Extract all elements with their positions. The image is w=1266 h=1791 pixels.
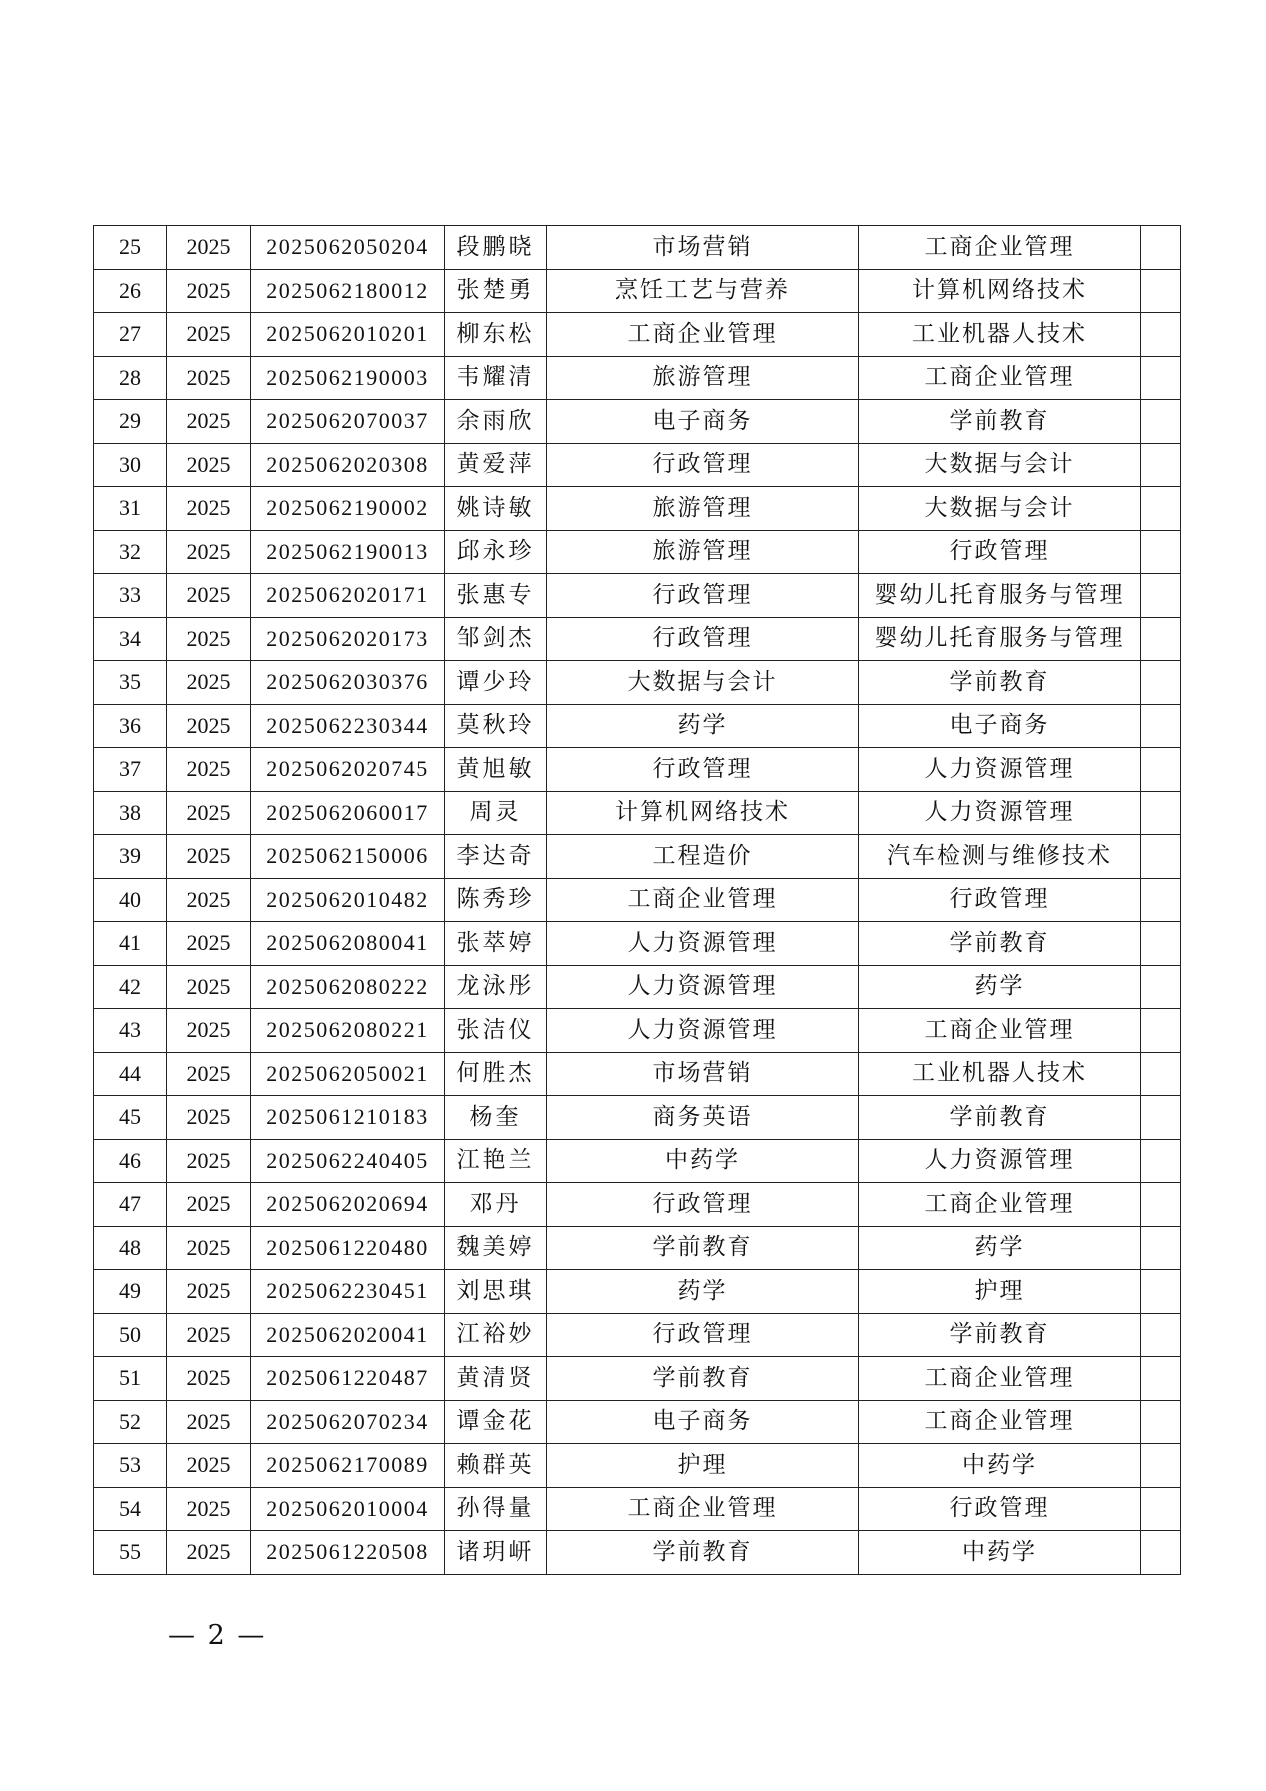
year-cell: 2025 [167, 1226, 251, 1270]
student-id-cell: 2025061220508 [251, 1531, 445, 1575]
row-number-cell: 38 [94, 791, 167, 835]
table-row [94, 1096, 1181, 1140]
original-major-cell: 行政管理 [547, 748, 859, 792]
year-cell: 2025 [167, 530, 251, 574]
student-name-cell: 韦耀清 [445, 356, 547, 400]
original-major-cell: 旅游管理 [547, 487, 859, 531]
year-cell: 2025 [167, 1270, 251, 1314]
original-major-cell: 行政管理 [547, 574, 859, 618]
row-number-cell: 47 [94, 1183, 167, 1227]
year-cell: 2025 [167, 1139, 251, 1183]
row-number-cell: 53 [94, 1444, 167, 1488]
year-cell: 2025 [167, 661, 251, 705]
student-id-cell: 2025062170089 [251, 1444, 445, 1488]
student-name-cell: 江裕妙 [445, 1313, 547, 1357]
year-cell: 2025 [167, 791, 251, 835]
student-id-cell: 2025061220480 [251, 1226, 445, 1270]
student-name-cell: 黄旭敏 [445, 748, 547, 792]
remark-cell [1141, 1400, 1181, 1444]
remark-cell [1141, 878, 1181, 922]
student-id-cell: 2025062050204 [251, 226, 445, 270]
year-cell: 2025 [167, 1487, 251, 1531]
year-cell: 2025 [167, 922, 251, 966]
new-major-cell: 工商企业管理 [859, 356, 1141, 400]
student-id-cell: 2025062190003 [251, 356, 445, 400]
student-id-cell: 2025062020308 [251, 443, 445, 487]
remark-cell [1141, 1052, 1181, 1096]
new-major-cell: 药学 [859, 965, 1141, 1009]
student-id-cell: 2025062080222 [251, 965, 445, 1009]
remark-cell [1141, 1226, 1181, 1270]
year-cell: 2025 [167, 1357, 251, 1401]
student-id-cell: 2025062010201 [251, 313, 445, 357]
row-number-cell: 26 [94, 269, 167, 313]
remark-cell [1141, 530, 1181, 574]
student-name-cell: 诸玥岍 [445, 1531, 547, 1575]
original-major-cell: 学前教育 [547, 1357, 859, 1401]
new-major-cell: 人力资源管理 [859, 791, 1141, 835]
table-row [94, 574, 1181, 618]
new-major-cell: 学前教育 [859, 400, 1141, 444]
original-major-cell: 学前教育 [547, 1531, 859, 1575]
year-cell: 2025 [167, 835, 251, 879]
original-major-cell: 烹饪工艺与营养 [547, 269, 859, 313]
remark-cell [1141, 313, 1181, 357]
table-row [94, 835, 1181, 879]
original-major-cell: 药学 [547, 1270, 859, 1314]
new-major-cell: 计算机网络技术 [859, 269, 1141, 313]
original-major-cell: 行政管理 [547, 443, 859, 487]
student-name-cell: 莫秋玲 [445, 704, 547, 748]
year-cell: 2025 [167, 1400, 251, 1444]
remark-cell [1141, 226, 1181, 270]
new-major-cell: 工业机器人技术 [859, 313, 1141, 357]
year-cell: 2025 [167, 1009, 251, 1053]
student-id-cell: 2025062010004 [251, 1487, 445, 1531]
student-id-cell: 2025062010482 [251, 878, 445, 922]
row-number-cell: 30 [94, 443, 167, 487]
student-name-cell: 张楚勇 [445, 269, 547, 313]
original-major-cell: 行政管理 [547, 1183, 859, 1227]
year-cell: 2025 [167, 356, 251, 400]
student-id-cell: 2025062020694 [251, 1183, 445, 1227]
table-row [94, 1313, 1181, 1357]
new-major-cell: 工商企业管理 [859, 1357, 1141, 1401]
student-id-cell: 2025062150006 [251, 835, 445, 879]
original-major-cell: 中药学 [547, 1139, 859, 1183]
row-number-cell: 45 [94, 1096, 167, 1140]
table-row [94, 356, 1181, 400]
table-row [94, 1357, 1181, 1401]
table-row [94, 922, 1181, 966]
table-row [94, 226, 1181, 270]
student-name-cell: 姚诗敏 [445, 487, 547, 531]
new-major-cell: 人力资源管理 [859, 748, 1141, 792]
table-row [94, 400, 1181, 444]
new-major-cell: 工商企业管理 [859, 1183, 1141, 1227]
student-id-cell: 2025062070037 [251, 400, 445, 444]
row-number-cell: 40 [94, 878, 167, 922]
student-name-cell: 李达奇 [445, 835, 547, 879]
student-id-cell: 2025062030376 [251, 661, 445, 705]
student-name-cell: 邱永珍 [445, 530, 547, 574]
row-number-cell: 55 [94, 1531, 167, 1575]
row-number-cell: 28 [94, 356, 167, 400]
original-major-cell: 人力资源管理 [547, 965, 859, 1009]
student-name-cell: 黄爱萍 [445, 443, 547, 487]
remark-cell [1141, 835, 1181, 879]
new-major-cell: 护理 [859, 1270, 1141, 1314]
student-id-cell: 2025062020173 [251, 617, 445, 661]
student-id-cell: 2025062060017 [251, 791, 445, 835]
student-name-cell: 孙得量 [445, 1487, 547, 1531]
remark-cell [1141, 400, 1181, 444]
new-major-cell: 工业机器人技术 [859, 1052, 1141, 1096]
row-number-cell: 44 [94, 1052, 167, 1096]
student-name-cell: 杨奎 [445, 1096, 547, 1140]
student-id-cell: 2025062080221 [251, 1009, 445, 1053]
student-id-cell: 2025062190002 [251, 487, 445, 531]
table-row [94, 487, 1181, 531]
year-cell: 2025 [167, 1096, 251, 1140]
table-row [94, 1139, 1181, 1183]
table-body [94, 226, 1181, 1575]
remark-cell [1141, 1139, 1181, 1183]
table-row [94, 313, 1181, 357]
year-cell: 2025 [167, 748, 251, 792]
remark-cell [1141, 1531, 1181, 1575]
student-id-cell: 2025062050021 [251, 1052, 445, 1096]
remark-cell [1141, 1183, 1181, 1227]
table-row [94, 617, 1181, 661]
table-row [94, 1531, 1181, 1575]
new-major-cell: 行政管理 [859, 1487, 1141, 1531]
year-cell: 2025 [167, 704, 251, 748]
student-id-cell: 2025062180012 [251, 269, 445, 313]
new-major-cell: 行政管理 [859, 530, 1141, 574]
remark-cell [1141, 1357, 1181, 1401]
row-number-cell: 36 [94, 704, 167, 748]
remark-cell [1141, 661, 1181, 705]
row-number-cell: 49 [94, 1270, 167, 1314]
row-number-cell: 33 [94, 574, 167, 618]
table-row [94, 1444, 1181, 1488]
remark-cell [1141, 922, 1181, 966]
student-name-cell: 邓丹 [445, 1183, 547, 1227]
year-cell: 2025 [167, 400, 251, 444]
original-major-cell: 市场营销 [547, 1052, 859, 1096]
new-major-cell: 工商企业管理 [859, 226, 1141, 270]
table-row [94, 965, 1181, 1009]
remark-cell [1141, 1487, 1181, 1531]
student-name-cell: 谭少玲 [445, 661, 547, 705]
table-row [94, 878, 1181, 922]
new-major-cell: 药学 [859, 1226, 1141, 1270]
original-major-cell: 电子商务 [547, 1400, 859, 1444]
year-cell: 2025 [167, 226, 251, 270]
table-row [94, 530, 1181, 574]
new-major-cell: 学前教育 [859, 661, 1141, 705]
original-major-cell: 工商企业管理 [547, 878, 859, 922]
row-number-cell: 50 [94, 1313, 167, 1357]
row-number-cell: 29 [94, 400, 167, 444]
student-name-cell: 黄清贤 [445, 1357, 547, 1401]
student-id-cell: 2025061210183 [251, 1096, 445, 1140]
new-major-cell: 学前教育 [859, 1096, 1141, 1140]
table-row [94, 1400, 1181, 1444]
remark-cell [1141, 1096, 1181, 1140]
remark-cell [1141, 1444, 1181, 1488]
year-cell: 2025 [167, 1531, 251, 1575]
year-cell: 2025 [167, 965, 251, 1009]
remark-cell [1141, 1313, 1181, 1357]
row-number-cell: 42 [94, 965, 167, 1009]
student-id-cell: 2025062240405 [251, 1139, 445, 1183]
year-cell: 2025 [167, 269, 251, 313]
original-major-cell: 旅游管理 [547, 356, 859, 400]
table-row [94, 1270, 1181, 1314]
row-number-cell: 31 [94, 487, 167, 531]
page-number: — 2 — [168, 1620, 267, 1651]
year-cell: 2025 [167, 1444, 251, 1488]
original-major-cell: 旅游管理 [547, 530, 859, 574]
student-id-cell: 2025062230451 [251, 1270, 445, 1314]
row-number-cell: 48 [94, 1226, 167, 1270]
new-major-cell: 中药学 [859, 1531, 1141, 1575]
student-id-cell: 2025062080041 [251, 922, 445, 966]
student-name-cell: 何胜杰 [445, 1052, 547, 1096]
row-number-cell: 54 [94, 1487, 167, 1531]
new-major-cell: 婴幼儿托育服务与管理 [859, 617, 1141, 661]
table-row [94, 1226, 1181, 1270]
table-row [94, 1009, 1181, 1053]
document-page [93, 225, 1180, 1575]
new-major-cell: 大数据与会计 [859, 443, 1141, 487]
new-major-cell: 工商企业管理 [859, 1009, 1141, 1053]
student-name-cell: 张惠专 [445, 574, 547, 618]
remark-cell [1141, 574, 1181, 618]
row-number-cell: 41 [94, 922, 167, 966]
student-id-cell: 2025062020041 [251, 1313, 445, 1357]
student-name-cell: 邹剑杰 [445, 617, 547, 661]
remark-cell [1141, 443, 1181, 487]
row-number-cell: 46 [94, 1139, 167, 1183]
row-number-cell: 37 [94, 748, 167, 792]
new-major-cell: 人力资源管理 [859, 1139, 1141, 1183]
new-major-cell: 婴幼儿托育服务与管理 [859, 574, 1141, 618]
original-major-cell: 人力资源管理 [547, 1009, 859, 1053]
student-name-cell: 段鹏晓 [445, 226, 547, 270]
table-row [94, 1052, 1181, 1096]
row-number-cell: 35 [94, 661, 167, 705]
row-number-cell: 34 [94, 617, 167, 661]
row-number-cell: 27 [94, 313, 167, 357]
table-row [94, 791, 1181, 835]
new-major-cell: 电子商务 [859, 704, 1141, 748]
student-name-cell: 余雨欣 [445, 400, 547, 444]
remark-cell [1141, 487, 1181, 531]
original-major-cell: 药学 [547, 704, 859, 748]
remark-cell [1141, 1009, 1181, 1053]
table-row [94, 748, 1181, 792]
year-cell: 2025 [167, 1183, 251, 1227]
year-cell: 2025 [167, 443, 251, 487]
original-major-cell: 人力资源管理 [547, 922, 859, 966]
new-major-cell: 中药学 [859, 1444, 1141, 1488]
remark-cell [1141, 965, 1181, 1009]
table-row [94, 661, 1181, 705]
original-major-cell: 护理 [547, 1444, 859, 1488]
remark-cell [1141, 791, 1181, 835]
new-major-cell: 汽车检测与维修技术 [859, 835, 1141, 879]
original-major-cell: 市场营销 [547, 226, 859, 270]
original-major-cell: 计算机网络技术 [547, 791, 859, 835]
new-major-cell: 行政管理 [859, 878, 1141, 922]
student-name-cell: 陈秀珍 [445, 878, 547, 922]
remark-cell [1141, 617, 1181, 661]
row-number-cell: 51 [94, 1357, 167, 1401]
original-major-cell: 行政管理 [547, 1313, 859, 1357]
student-name-cell: 张洁仪 [445, 1009, 547, 1053]
original-major-cell: 工商企业管理 [547, 313, 859, 357]
table-row [94, 443, 1181, 487]
year-cell: 2025 [167, 1313, 251, 1357]
year-cell: 2025 [167, 878, 251, 922]
new-major-cell: 工商企业管理 [859, 1400, 1141, 1444]
remark-cell [1141, 1270, 1181, 1314]
original-major-cell: 工程造价 [547, 835, 859, 879]
student-name-cell: 刘思琪 [445, 1270, 547, 1314]
row-number-cell: 25 [94, 226, 167, 270]
student-name-cell: 周灵 [445, 791, 547, 835]
new-major-cell: 学前教育 [859, 1313, 1141, 1357]
student-name-cell: 赖群英 [445, 1444, 547, 1488]
row-number-cell: 32 [94, 530, 167, 574]
original-major-cell: 工商企业管理 [547, 1487, 859, 1531]
year-cell: 2025 [167, 617, 251, 661]
remark-cell [1141, 356, 1181, 400]
table-row [94, 269, 1181, 313]
student-table [93, 225, 1181, 1575]
year-cell: 2025 [167, 1052, 251, 1096]
original-major-cell: 电子商务 [547, 400, 859, 444]
original-major-cell: 商务英语 [547, 1096, 859, 1140]
student-id-cell: 2025062230344 [251, 704, 445, 748]
student-name-cell: 龙泳彤 [445, 965, 547, 1009]
year-cell: 2025 [167, 574, 251, 618]
row-number-cell: 39 [94, 835, 167, 879]
student-name-cell: 江艳兰 [445, 1139, 547, 1183]
year-cell: 2025 [167, 313, 251, 357]
year-cell: 2025 [167, 487, 251, 531]
new-major-cell: 学前教育 [859, 922, 1141, 966]
student-id-cell: 2025061220487 [251, 1357, 445, 1401]
table-row [94, 1487, 1181, 1531]
original-major-cell: 大数据与会计 [547, 661, 859, 705]
remark-cell [1141, 269, 1181, 313]
student-id-cell: 2025062070234 [251, 1400, 445, 1444]
student-id-cell: 2025062020745 [251, 748, 445, 792]
student-id-cell: 2025062190013 [251, 530, 445, 574]
table-row [94, 704, 1181, 748]
table-row [94, 1183, 1181, 1227]
row-number-cell: 52 [94, 1400, 167, 1444]
remark-cell [1141, 704, 1181, 748]
student-name-cell: 谭金花 [445, 1400, 547, 1444]
student-name-cell: 张萃婷 [445, 922, 547, 966]
student-name-cell: 柳东松 [445, 313, 547, 357]
student-id-cell: 2025062020171 [251, 574, 445, 618]
new-major-cell: 大数据与会计 [859, 487, 1141, 531]
row-number-cell: 43 [94, 1009, 167, 1053]
student-name-cell: 魏美婷 [445, 1226, 547, 1270]
original-major-cell: 学前教育 [547, 1226, 859, 1270]
original-major-cell: 行政管理 [547, 617, 859, 661]
remark-cell [1141, 748, 1181, 792]
